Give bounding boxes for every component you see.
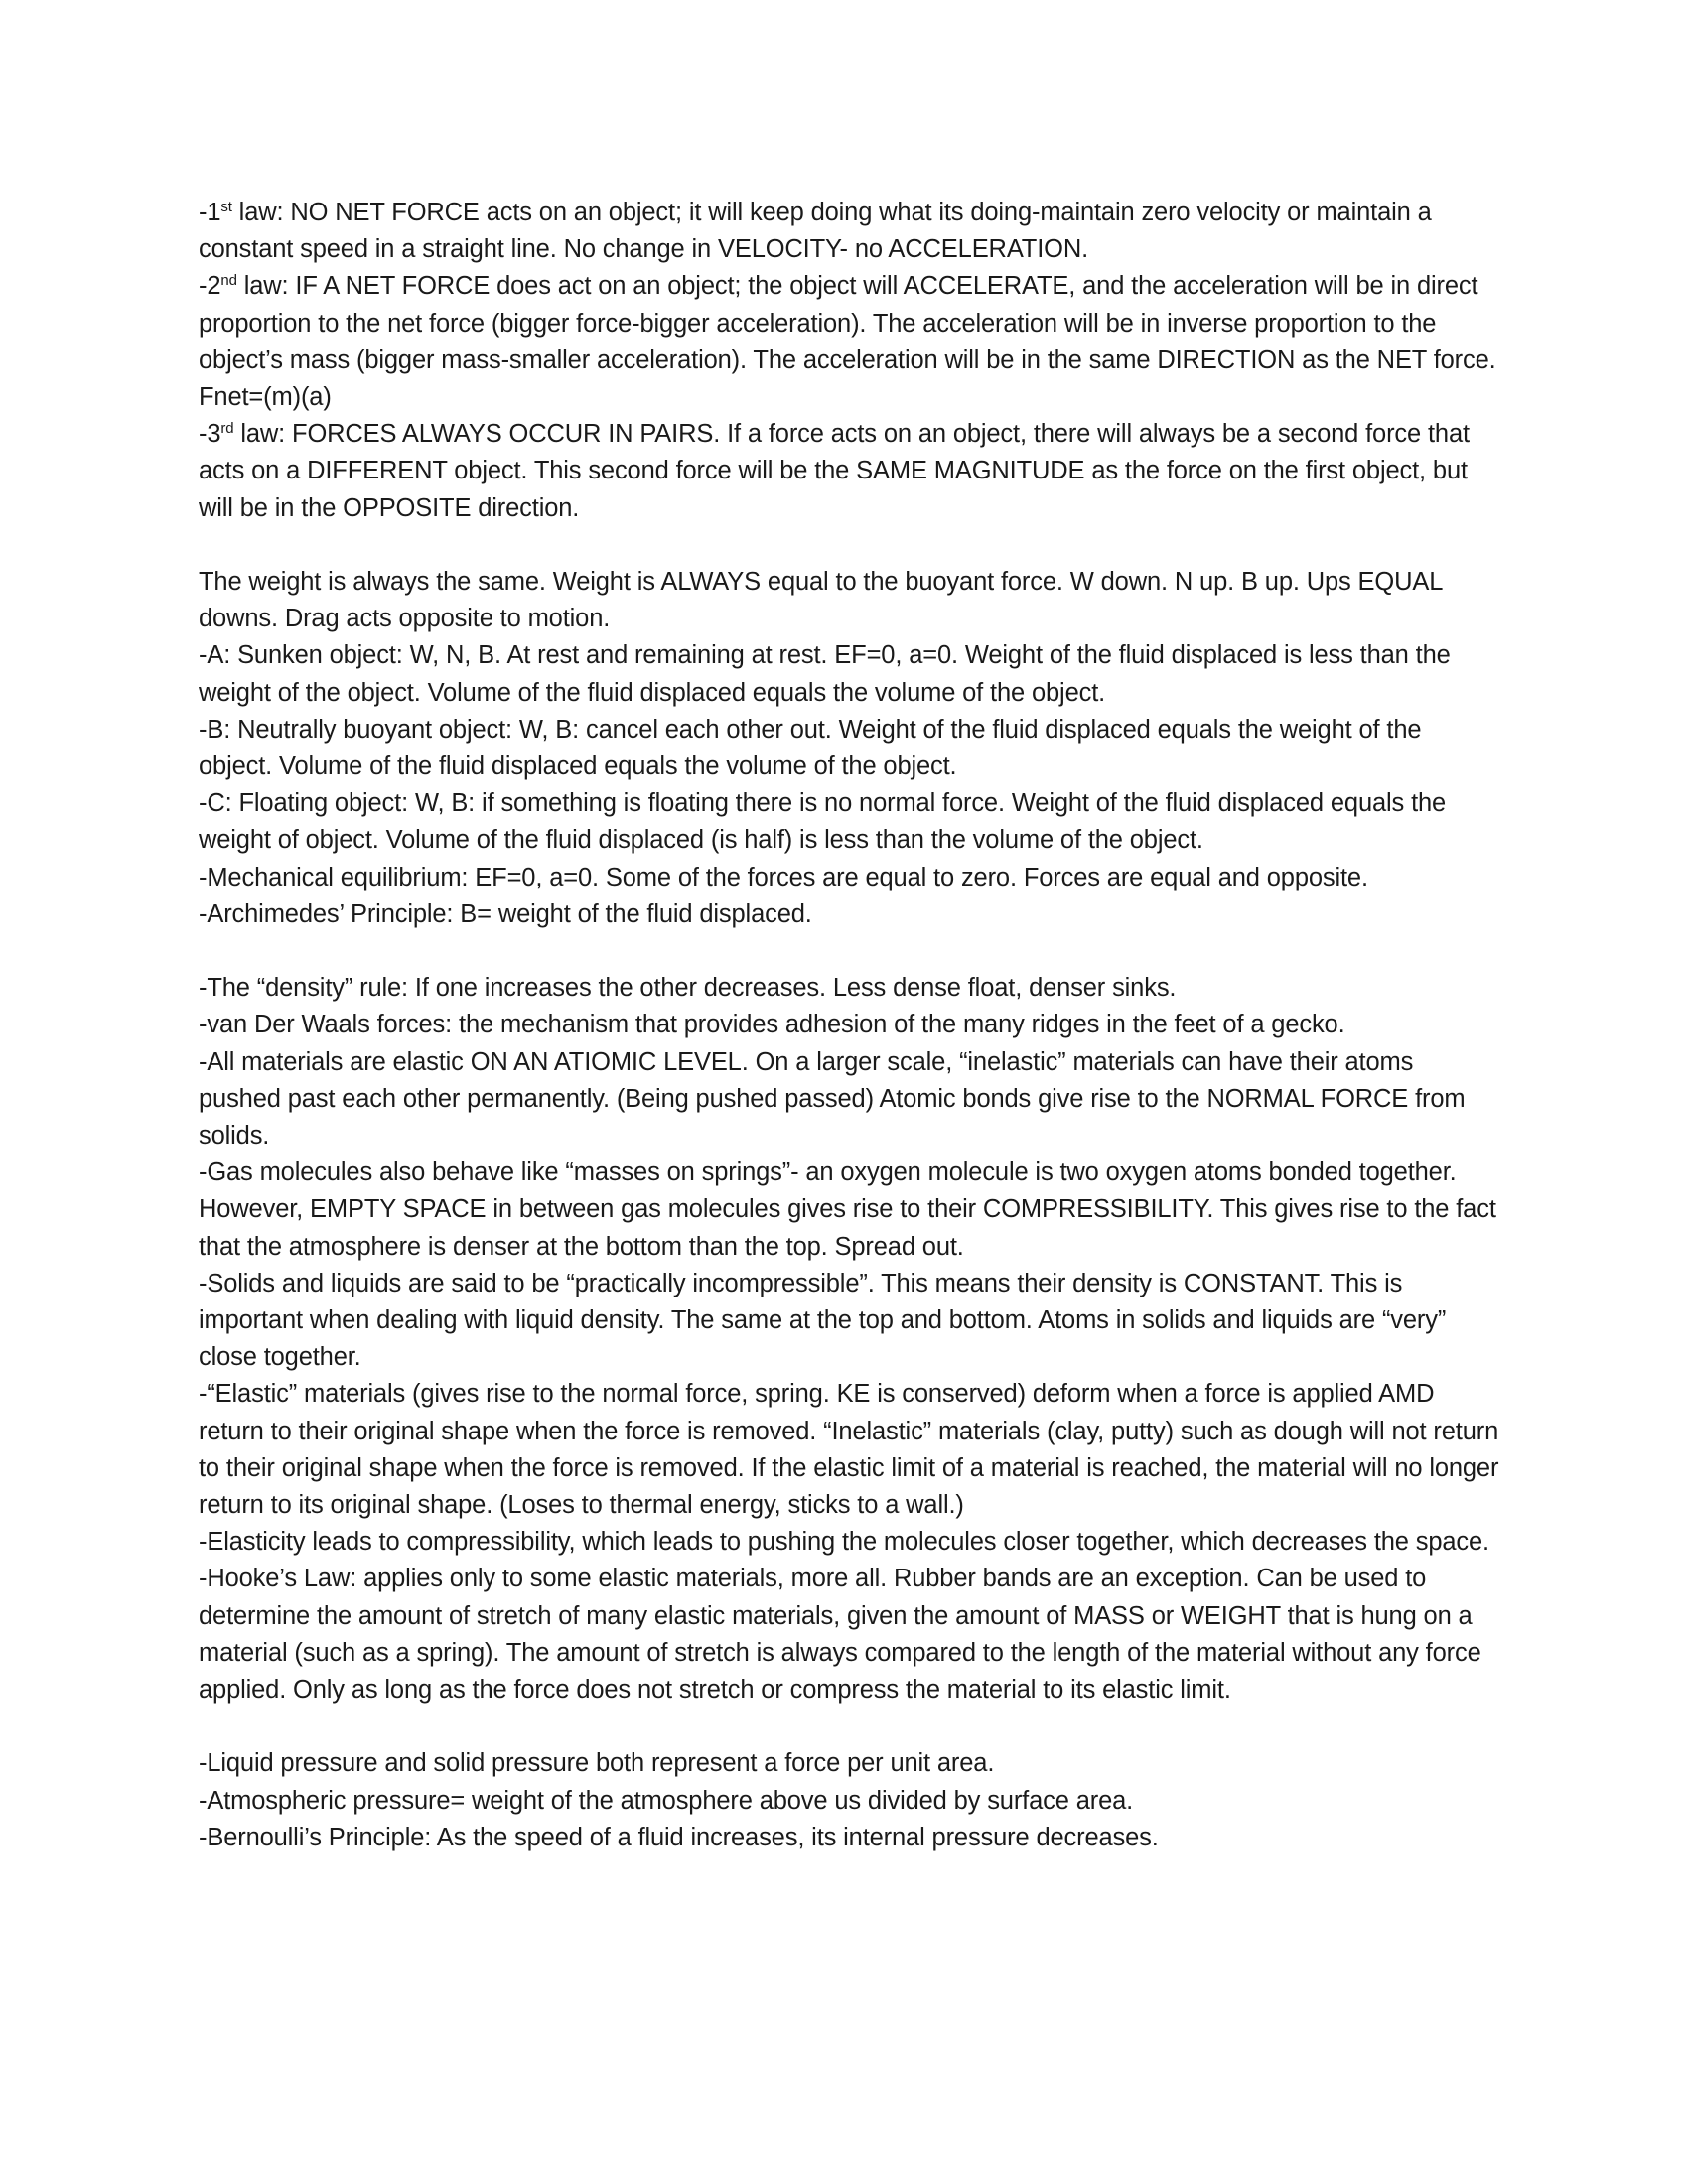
sunken-object-paragraph: -A: Sunken object: W, N, B. At rest and remaining at rest. EF=0, a=0. Weight of the fluid displaced is less than the weight of the object. Volume of the fluid displaced equals the volume of the object. [199, 641, 1451, 707]
second-law-text: law: IF A NET FORCE does act on an object; the object will ACCELERATE, and the acceleration will be in direct proportion to the net force (bigger force-bigger acceleration). The acceleration will be in inverse proportion to the object’s mass (bigger mass-smaller acceleration). The acceleration will be in the same DIRECTION as the NET force. Fnet=(m)(a) [199, 272, 1496, 412]
second-law-ordinal: nd [220, 272, 237, 290]
document-page [199, 195, 1499, 1856]
first-law-ordinal: st [220, 199, 232, 215]
section-spacer [199, 933, 1499, 970]
gas-molecules-paragraph: -Gas molecules also behave like “masses on springs”- an oxygen molecule is two oxygen atoms bonded together. However, EMPTY SPACE in between gas molecules gives rise to their COMPRESSIBILITY. This gives rise to the fact that the atmosphere is denser at the bottom than the top. Spread out. [199, 1159, 1496, 1261]
mechanical-equilibrium-paragraph: -Mechanical equilibrium: EF=0, a=0. Some of the forces are equal to zero. Forces are equal and opposite. [199, 863, 1368, 891]
hookes-law-paragraph: -Hooke’s Law: applies only to some elastic materials, more all. Rubber bands are an exception. Can be used to determine the amount of stretch of many elastic materials, given the amount of MASS or WEIGHT that is hung on a material (such as a spring). The amount of stretch is always compared to the length of the material without any force applied. Only as long as the force does not stretch or compress the material to its elastic limit. [199, 1565, 1481, 1705]
section-spacer [199, 527, 1499, 564]
solids-liquids-paragraph: -Solids and liquids are said to be “practically incompressible”. This means their density is CONSTANT. This is important when dealing with liquid density. The same at the top and bottom. Atoms in solids and liquids are “very” close together. [199, 1269, 1447, 1372]
liquid-solid-pressure-paragraph: -Liquid pressure and solid pressure both represent a force per unit area. [199, 1749, 995, 1778]
density-rule-paragraph: -The “density” rule: If one increases the other decreases. Less dense float, denser sinks. [199, 974, 1177, 1003]
second-law-prefix: -2 [199, 272, 221, 301]
bernoulli-principle-paragraph: -Bernoulli’s Principle: As the speed of a fluid increases, its internal pressure decreases. [199, 1823, 1159, 1851]
elastic-materials-paragraph: -“Elastic” materials (gives rise to the normal force, spring. KE is conserved) deform when a force is applied AMD return to their original shape when the force is removed. “Inelastic” materials (clay, putty) such as dough will not return to their original shape when the force is removed. If the elastic limit of a material is reached, the material will no longer return to its original shape. (Loses to thermal energy, sticks to a wall.) [199, 1380, 1499, 1520]
buoyancy-intro-paragraph: The weight is always the same. Weight is ALWAYS equal to the buoyant force. W down. N up. B up. Ups EQUAL downs. Drag acts opposite to motion. [199, 568, 1443, 633]
third-law-prefix: -3 [199, 420, 221, 449]
third-law-ordinal: rd [220, 420, 234, 438]
atomic-elasticity-paragraph: -All materials are elastic ON AN ATIOMIC LEVEL. On a larger scale, “inelastic” materials can have their atoms pushed past each other permanently. (Being pushed passed) Atomic bonds give rise to the NORMAL FORCE from solids. [199, 1047, 1466, 1151]
van-der-waals-paragraph: -van Der Waals forces: the mechanism that provides adhesion of the many ridges in the feet of a gecko. [199, 1011, 1345, 1039]
third-law-paragraph [199, 416, 1499, 527]
section-spacer [199, 1708, 1499, 1745]
neutrally-buoyant-paragraph: -B: Neutrally buoyant object: W, B: cancel each other out. Weight of the fluid displaced equals the weight of the object. Volume of the fluid displaced equals the volume of the object. [199, 715, 1422, 781]
first-law-paragraph [199, 195, 1499, 268]
second-law-paragraph [199, 268, 1499, 416]
archimedes-principle-paragraph: -Archimedes’ Principle: B= weight of the fluid displaced. [199, 899, 812, 928]
first-law-prefix: -1 [199, 199, 221, 226]
third-law-text: law: FORCES ALWAYS OCCUR IN PAIRS. If a force acts on an object, there will always be a second force that acts on a DIFFERENT object. This second force will be the SAME MAGNITUDE as the force on the first object, but will be in the OPPOSITE direction. [199, 420, 1470, 522]
elasticity-compressibility-paragraph: -Elasticity leads to compressibility, which leads to pushing the molecules closer together, which decreases the space. [199, 1528, 1489, 1557]
first-law-text: law: NO NET FORCE acts on an object; it will keep doing what its doing-maintain zero velocity or maintain a constant speed in a straight line. No change in VELOCITY- no ACCELERATION. [199, 199, 1432, 264]
floating-object-paragraph: -C: Floating object: W, B: if something is floating there is no normal force. Weight of the fluid displaced equals the weight of object. Volume of the fluid displaced (is half) is less than the volume of the object. [199, 789, 1447, 855]
atmospheric-pressure-paragraph: -Atmospheric pressure= weight of the atmosphere above us divided by surface area. [199, 1786, 1134, 1815]
